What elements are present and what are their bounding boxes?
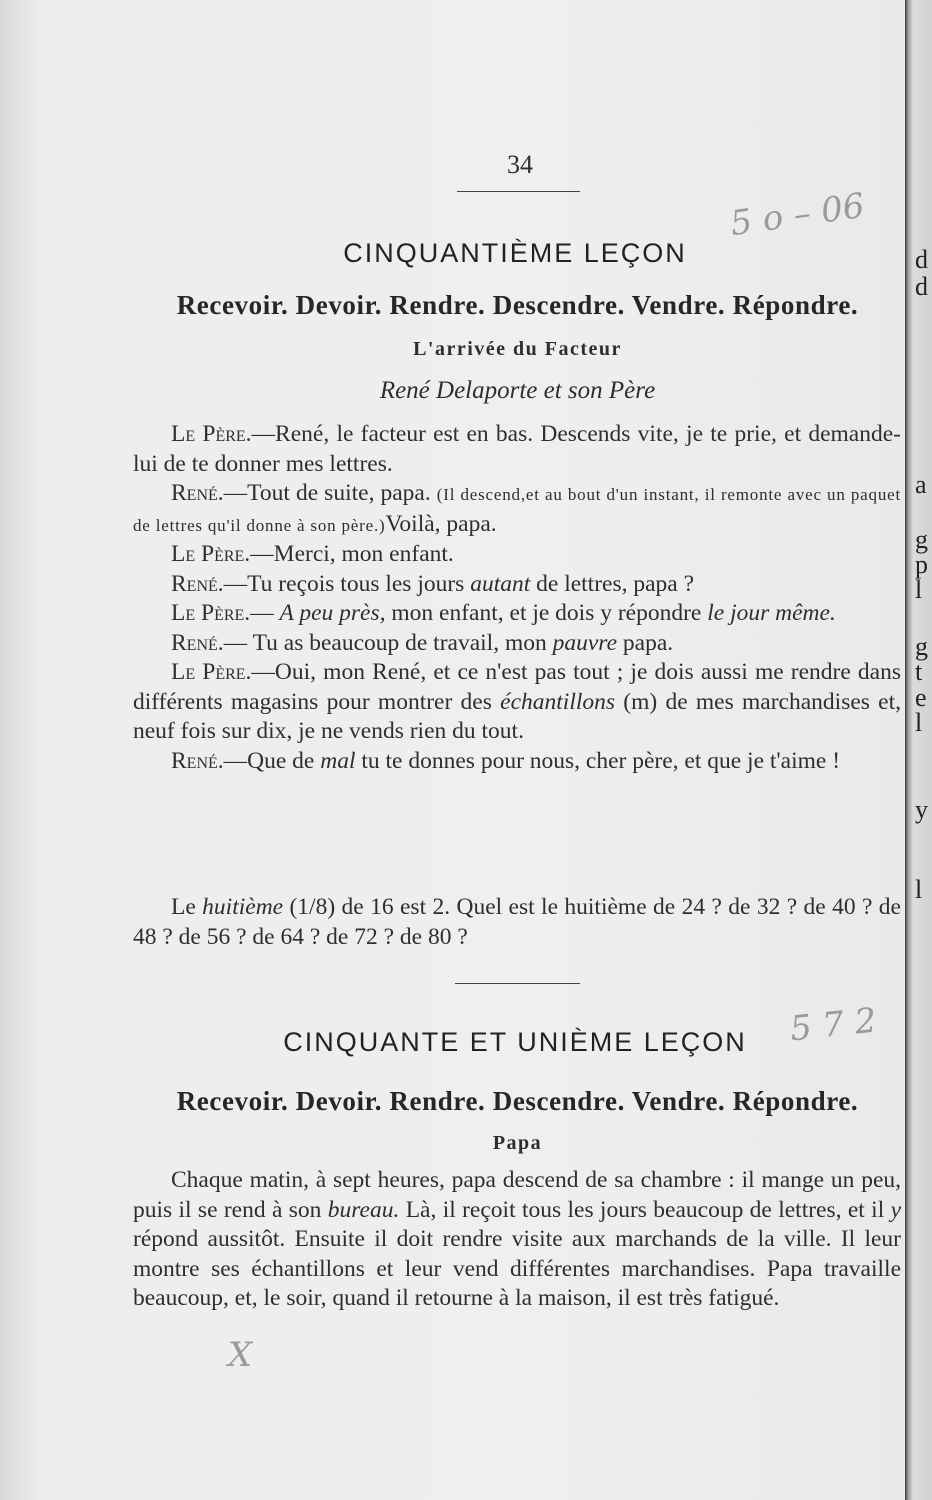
lesson-51-text	[133, 1166, 901, 1314]
speaker: Le Père.	[171, 541, 251, 567]
top-divider	[457, 191, 580, 192]
line-text: (m) de mes marchandises et, neuf fois sur dix, je ne vends rien du tout.	[133, 688, 902, 744]
lesson-50-math-exercise	[133, 893, 901, 952]
lesson-50-subtitle: L'arrivée du Facteur	[413, 338, 622, 360]
line-text: —Oui, mon René, et ce n'est pas tout ; je dois aussi me rendre dans différents magasins pour montrer des	[133, 659, 901, 715]
italic-word: y	[890, 1196, 902, 1223]
line-text: répond aussitôt. Ensuite il doit rendre visite aux marchands de la ville. Il leur montre ses échantillons et leur vend différentes marchandises. Papa travaille beaucoup, et, le soir, quand il retourne à la maison, il est très fatigué.	[133, 1226, 901, 1311]
line-text: Là, il reçoit tous les jours beaucoup de lettres, et il	[399, 1196, 891, 1223]
dialogue-line	[133, 658, 901, 747]
dialogue-line	[133, 570, 901, 600]
pencil-annotation: 5 7 2	[788, 1000, 879, 1050]
stage-direction: (Il descend,et au bout d'un instant, il remonte avec un paquet de lettres qu'il donne à son père.)	[133, 485, 901, 535]
line-text: —Tout de suite, papa.	[223, 480, 437, 506]
dialogue-line	[133, 629, 901, 659]
page-number: 34	[507, 150, 533, 179]
dialogue-line	[133, 599, 901, 629]
italic-word: huitième	[202, 894, 284, 920]
line-text: —Tu reçois tous les jours	[223, 570, 471, 597]
line-text: de lettres, papa ?	[530, 570, 695, 597]
italic-word: le jour même.	[707, 600, 836, 626]
italic-word: A peu près,	[279, 600, 386, 626]
lesson-divider	[455, 983, 580, 984]
speaker: Le Père.	[171, 600, 251, 626]
lesson-51-verbs: Recevoir. Devoir. Rendre. Descendre. Vendre. Répondre.	[176, 1086, 859, 1116]
italic-word: échantillons	[500, 688, 616, 715]
lesson-50-dialogue	[133, 420, 901, 776]
line-text: Voilà, papa.	[385, 510, 497, 537]
adjacent-page-edge: d d a g p l g t e l y l	[905, 0, 932, 1500]
lesson-50-persons: René Delaporte et son Père	[379, 377, 656, 404]
dialogue-line	[133, 747, 901, 777]
lesson-50-title: CINQUANTIÈME LEÇON	[343, 238, 687, 268]
pencil-annotation: 5 o – 06	[727, 185, 867, 245]
italic-word: autant	[470, 570, 531, 597]
italic-word: pauvre	[552, 629, 618, 656]
lesson-51-title: CINQUANTE ET UNIÈME LEÇON	[283, 1027, 747, 1057]
dialogue-line	[133, 479, 901, 540]
paragraph	[133, 1166, 901, 1314]
math-paragraph	[133, 893, 901, 952]
line-text: —Merci, mon enfant.	[250, 541, 454, 567]
line-text: mon enfant, et je dois y répondre	[385, 600, 708, 626]
line-text: tu te donnes pour nous, cher père, et que je t'aime !	[355, 747, 841, 774]
speaker: René.	[171, 480, 224, 506]
italic-word: bureau.	[327, 1196, 400, 1223]
speaker: Le Père.	[171, 659, 252, 685]
line-text: Le	[171, 894, 203, 920]
line-text: —	[250, 600, 280, 626]
italic-word: mal	[320, 747, 356, 774]
dialogue-line	[133, 420, 901, 479]
speaker: René.	[171, 629, 224, 656]
speaker: René.	[171, 570, 224, 597]
line-text: —René, le facteur est en bas. Descends vite, je te prie, et demande-lui de te donner mes lettres.	[133, 421, 901, 477]
line-text: Chaque matin, à sept heures, papa descend de sa chambre : il mange un peu, puis il se rend à son	[133, 1167, 901, 1223]
line-text: (1/8) de 16 est 2. Quel est le huitième de 24 ? de 32 ? de 40 ? de 48 ? de 56 ? de 64 ? de 72 ? de 80 ?	[133, 894, 901, 950]
lesson-51-subtitle: Papa	[492, 1132, 543, 1154]
dialogue-line	[133, 540, 901, 570]
pencil-checkmark: X	[228, 1335, 253, 1375]
line-text: —Que de	[223, 747, 321, 774]
line-text: — Tu as beaucoup de travail, mon	[223, 629, 553, 656]
speaker: René.	[171, 747, 224, 774]
line-text: papa.	[617, 629, 674, 656]
lesson-50-verbs: Recevoir. Devoir. Rendre. Descendre. Vendre. Répondre.	[176, 290, 859, 320]
speaker: Le Père.	[171, 421, 252, 447]
